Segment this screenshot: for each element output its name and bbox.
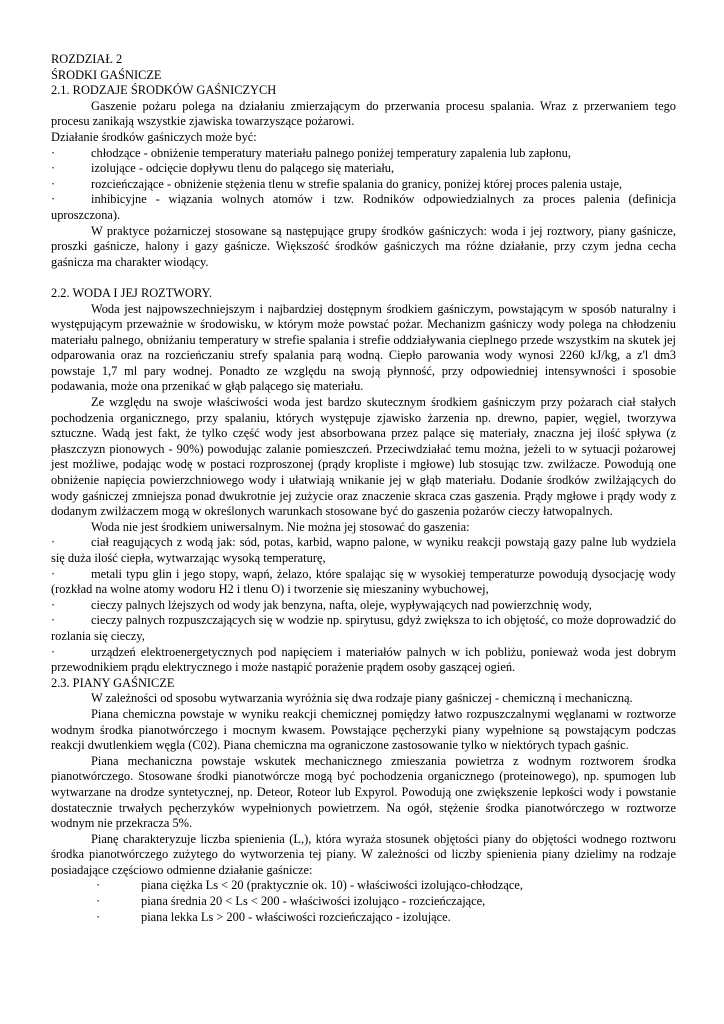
chapter-label: ROZDZIAŁ 2 (51, 52, 123, 66)
list-item: · izolujące - odcięcie dopływu tlenu do palącego się materiału, (51, 161, 395, 176)
paragraph: Pianę charakteryzuje liczba spienienia (L,), która wyraża stosunek objętości piany do objętości wodnego roztworu środka pianotwórczego zużytego do wytworzenia tej piany. W zależności od liczby spienienia piany dzielimy na rodzaje posiadające częściowo odmienne działanie gaśnicze: (51, 831, 676, 877)
paragraph: Piana mechaniczna powstaje wskutek mechanicznego zmieszania powietrza z wodnym roztworem środka pianotwórczego. Stosowane środki pianotwórcze mogą być pochodzenia organicznego (proteinowego), np. spumogen lub wytwarzane na drodze syntetycznej, np. Deteor, Roteor lub Expyrol. Powodują one zwiększenie lepkości wody i powstanie dostatecznie trwałych pęcherzyków wypełnionych powietrzem. Na ogół, stężenie środka pianotwórczego w roztworze wodnym nie przekracza 5%. (51, 753, 676, 831)
list-item: · ciał reagujących z wodą jak: sód, potas, karbid, wapno palone, w wyniku reakcji powstają gazy palne lub wydziela się duża ilość ciepła, wytwarzając wysoką temperaturę, (51, 535, 676, 565)
paragraph: Woda nie jest środkiem uniwersalnym. Nie można jej stosować do gaszenia: (91, 519, 470, 534)
list-item: · cieczy palnych lżejszych od wody jak benzyna, nafta, oleje, wypływających nad powierzchnię wody, (51, 597, 592, 612)
list-item: · metali typu glin i jego stopy, wapń, żelazo, które spalając się w wysokiej temperaturze powodują dysocjację wody (rozkład na wolne atomy wodoru H2 i tlenu O) i tworzenie się mieszaniny wybuchowej, (51, 566, 676, 597)
paragraph: Piana chemiczna powstaje w wyniku reakcji chemicznej pomiędzy łatwo rozpuszczalnymi węglanami w roztworze wodnym środka pianotwórczego i mocnym kwasem. Powstające pęcherzyki piany wypełnione są powstającym podczas reakcji dwutlenkiem węgla (C02). Piana chemiczna ma ograniczone zastosowanie tylko w niektórych typach gaśnic. (51, 706, 676, 753)
list-item: · chłodzące - obniżenie temperatury materiału palnego poniżej temperatury zapalenia lub zapłonu, (51, 145, 571, 160)
list-item: · piana ciężka Ls < 20 (praktycznie ok. 10) - właściwości izolująco-chłodzące, (96, 878, 523, 893)
list-item: · urządzeń elektroenergetycznych pod napięciem i materiałów palnych w ich pobliżu, ponieważ woda jest dobrym przewodnikiem prądu elektrycznego i może nastąpić porażenie prądem osoby gaszącej ogień. (51, 644, 676, 675)
paragraph: W praktyce pożarniczej stosowane są następujące grupy środków gaśniczych: woda i jej roztwory, piany gaśnicze, proszki gaśnicze, halony i gazy gaśnicze. Większość środków gaśniczych ma różne działanie, przy czym jedna cecha gaśnicza ma charakter wiodący. (51, 223, 676, 269)
paragraph: W zależności od sposobu wytwarzania wyróżnia się dwa rodzaje piany gaśniczej - chemiczną i mechaniczną. (91, 691, 633, 706)
list-item: · cieczy palnych rozpuszczających się w wodzie np. spirytusu, gdyż zwiększa to ich objętość, co może doprowadzić do rozlania się cieczy, (51, 613, 676, 643)
list-item: · piana lekka Ls > 200 - właściwości rozcieńczająco - izolujące. (96, 909, 451, 924)
section-heading-2-1: 2.1. RODZAJE ŚRODKÓW GAŚNICZYCH (51, 83, 277, 98)
paragraph: Działanie środków gaśniczych może być: (51, 129, 257, 144)
chapter-title: ŚRODKI GAŚNICZE (51, 67, 162, 82)
paragraph: Gaszenie pożaru polega na działaniu zmierzającym do przerwania procesu spalania. Wraz z przerwaniem tego procesu zanikają wszystkie zjawiska towarzyszące pożarowi. (51, 98, 676, 129)
section-heading-2-2: 2.2. WODA I JEJ ROZTWORY. (51, 285, 212, 300)
paragraph: Woda jest najpowszechniejszym i najbardziej dostępnym środkiem gaśniczym, powstającym w sposób naturalny i występującym przeważnie w środowisku, w którym może powstać pożar. Mechanizm gaśniczy wody polega na chłodzeniu materiału palnego, obniżaniu temperatury w strefie spalania i strefie oddziaływania cieplnego przede wszystkim na skutek jej odparowania oraz na rozcieńczaniu strefy spalania parą wodną. Ciepło parowania wody wynosi 2260 kJ/kg, a z'l dm3 powstaje 1,7 ml pary wodnej. Ponadto ze względu na swoją płynność, przy odpowiedniej intensywności i sposobie podawania, może ona przenikać w głąb palącego się materiału. (51, 301, 676, 394)
list-item: · piana średnia 20 < Ls < 200 - właściwości izolująco - rozcieńczające, (96, 894, 486, 909)
section-heading-2-3: 2.3. PIANY GAŚNICZE (51, 675, 175, 690)
paragraph: Ze względu na swoje właściwości woda jest bardzo skutecznym środkiem gaśniczym przy pożarach ciał stałych pochodzenia organicznego, przy spalaniu, których występuje zjawisko żarzenia np. drewno, papier, węgiel, tworzywa sztuczne. Wadą jest fakt, że tylko część wody jest absorbowana przez palące się materiały, znaczna jej ilość spływa (z płaszczyzn pionowych - 90%) powodując zalanie pomieszczeń. Przeciwdziałać temu można, jeżeli to w sytuacji pożarowej jest możliwe, podając wodę w postaci rozproszonej (prądy kropliste i mgłowe) lub stosując tzw. zwilżacze. Powodują one obniżenie napięcia powierzchniowego wody i ułatwiają wnikanie jej w głąb materiału. Dodanie środków zwilżających do wody gaśniczej zmniejsza ponad dwukrotnie jej zużycie oraz znaczenie skraca czas gaszenia. Prądy mgłowe i prądy wody z dodanym zwilżaczem mogą w określonych warunkach stosowane być do gaszenia pożarów cieczy łatwopalnych. (51, 395, 676, 519)
list-item: · inhibicyjne - wiązania wolnych atomów i tzw. Rodników odpowiedzialnych za proces palenia (definicja uproszczona). (51, 192, 676, 222)
list-item: · rozcieńczające - obniżenie stężenia tlenu w strefie spalania do granicy, poniżej której proces palenia ustaje, (51, 176, 623, 191)
